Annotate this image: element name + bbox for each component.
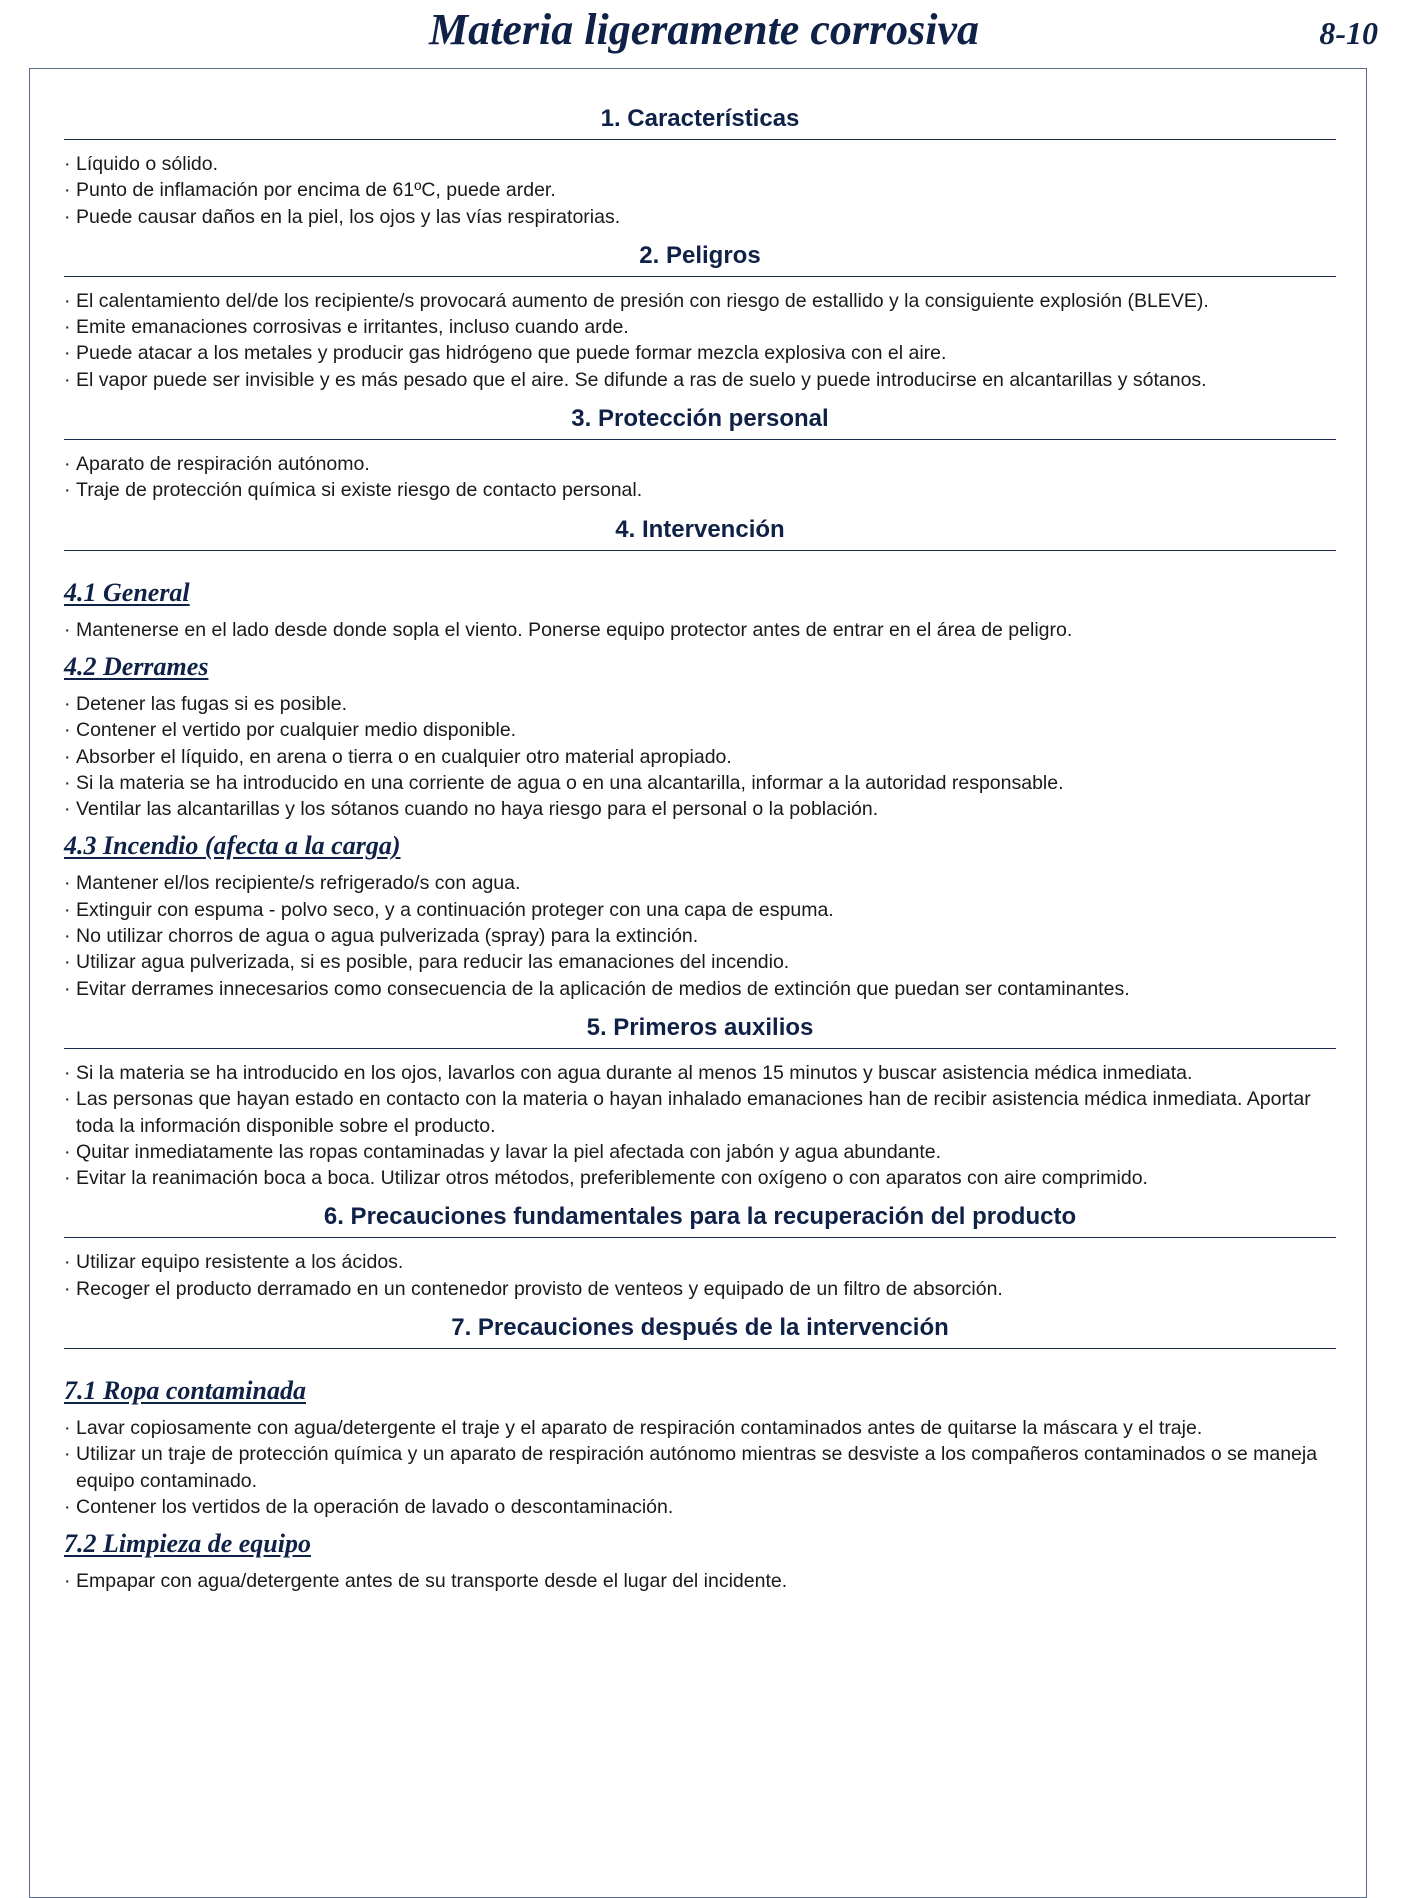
- subheading-limpieza-equipo: 7.2 Limpieza de equipo: [64, 1529, 311, 1559]
- list-item: · Utilizar equipo resistente a los ácidos.: [64, 1249, 1336, 1275]
- list-item: · Extinguir con espuma - polvo seco, y a continuación proteger con una capa de espuma.: [64, 897, 1336, 923]
- section-heading-precauciones-recuperacion: 6. Precauciones fundamentales para la recuperación del producto: [64, 1200, 1336, 1238]
- list-item: · Mantenerse en el lado desde donde sopla el viento. Ponerse equipo protector antes de entrar en el área de peligro.: [64, 617, 1336, 643]
- list-item: · Puede atacar a los metales y producir gas hidrógeno que puede formar mezcla explosiva con el aire.: [64, 340, 1336, 366]
- list-limpieza-equipo: [64, 1568, 1336, 1594]
- list-item: · Detener las fugas si es posible.: [64, 691, 1336, 717]
- list-item: · Punto de inflamación por encima de 61ºC, puede arder.: [64, 177, 1336, 203]
- list-derrames: [64, 691, 1336, 822]
- list-item: · Si la materia se ha introducido en una corriente de agua o en una alcantarilla, informar a la autoridad responsable.: [64, 770, 1336, 796]
- list-item: · Empapar con agua/detergente antes de su transporte desde el lugar del incidente.: [64, 1568, 1336, 1594]
- list-item: · Utilizar agua pulverizada, si es posible, para reducir las emanaciones del incendio.: [64, 949, 1336, 975]
- subheading-derrames: 4.2 Derrames: [64, 651, 209, 681]
- subheading-general: 4.1 General: [64, 577, 190, 607]
- section-heading-primeros-auxilios: 5. Primeros auxilios: [64, 1011, 1336, 1049]
- list-item: · Ventilar las alcantarillas y los sótanos cuando no haya riesgo para el personal o la población.: [64, 796, 1336, 822]
- list-primeros-auxilios: [64, 1060, 1336, 1191]
- list-incendio: [64, 870, 1336, 1001]
- list-item: · Contener el vertido por cualquier medio disponible.: [64, 717, 1336, 743]
- section-heading-precauciones-despues: 7. Precauciones después de la intervención: [64, 1311, 1336, 1349]
- list-item: · Aparato de respiración autónomo.: [64, 451, 1336, 477]
- section-heading-caracteristicas: 1. Características: [64, 102, 1336, 140]
- list-precauciones-recuperacion: [64, 1249, 1336, 1302]
- list-item: · Evitar derrames innecesarios como consecuencia de la aplicación de medios de extinción que puedan ser contaminantes.: [64, 976, 1336, 1002]
- list-item: · Mantener el/los recipiente/s refrigerado/s con agua.: [64, 870, 1336, 896]
- document-body: [64, 102, 1336, 1595]
- list-item: · Traje de protección química si existe riesgo de contacto personal.: [64, 477, 1336, 503]
- list-item: · El calentamiento del/de los recipiente/s provocará aumento de presión con riesgo de estallido y la consiguiente explosión (BLEVE).: [64, 288, 1336, 314]
- list-item: · Utilizar un traje de protección química y un aparato de respiración autónomo mientras se desviste a los compañeros contaminados o se maneja equipo contaminado.: [64, 1441, 1336, 1494]
- section-heading-peligros: 2. Peligros: [64, 239, 1336, 277]
- list-item: · Lavar copiosamente con agua/detergente el traje y el aparato de respiración contaminados antes de quitarse la máscara y el traje.: [64, 1415, 1336, 1441]
- list-caracteristicas: [64, 151, 1336, 230]
- list-item: · Evitar la reanimación boca a boca. Utilizar otros métodos, preferiblemente con oxígeno o con aparatos con aire comprimido.: [64, 1165, 1336, 1191]
- subheading-incendio: 4.3 Incendio (afecta a la carga): [64, 831, 401, 861]
- list-ropa-contaminada: [64, 1415, 1336, 1520]
- list-proteccion-personal: [64, 451, 1336, 504]
- list-item: · Si la materia se ha introducido en los ojos, lavarlos con agua durante al menos 15 minutos y buscar asistencia médica inmediata.: [64, 1060, 1336, 1086]
- list-item: · Quitar inmediatamente las ropas contaminadas y lavar la piel afectada con jabón y agua abundante.: [64, 1139, 1336, 1165]
- list-item: · Puede causar daños en la piel, los ojos y las vías respiratorias.: [64, 204, 1336, 230]
- list-item: · Absorber el líquido, en arena o tierra o en cualquier otro material apropiado.: [64, 744, 1336, 770]
- list-item: · Recoger el producto derramado en un contenedor provisto de venteos y equipado de un filtro de absorción.: [64, 1276, 1336, 1302]
- list-item: · El vapor puede ser invisible y es más pesado que el aire. Se difunde a ras de suelo y puede introducirse en alcantarillas y sótanos.: [64, 367, 1336, 393]
- list-peligros: [64, 288, 1336, 393]
- page-number: 8-10: [1319, 15, 1378, 51]
- section-heading-proteccion-personal: 3. Protección personal: [64, 402, 1336, 440]
- list-item: · Las personas que hayan estado en contacto con la materia o hayan inhalado emanaciones han de recibir asistencia médica inmediata. Aportar toda la información disponible sobre el producto.: [64, 1086, 1336, 1139]
- list-item: · Emite emanaciones corrosivas e irritantes, incluso cuando arde.: [64, 314, 1336, 340]
- subheading-ropa-contaminada: 7.1 Ropa contaminada: [64, 1376, 306, 1406]
- list-general: [64, 617, 1336, 643]
- list-item: · Contener los vertidos de la operación de lavado o descontaminación.: [64, 1494, 1336, 1520]
- section-heading-intervencion: 4. Intervención: [64, 513, 1336, 551]
- list-item: · Líquido o sólido.: [64, 151, 1336, 177]
- list-item: · No utilizar chorros de agua o agua pulverizada (spray) para la extinción.: [64, 923, 1336, 949]
- page-title: Materia ligeramente corrosiva: [429, 5, 979, 54]
